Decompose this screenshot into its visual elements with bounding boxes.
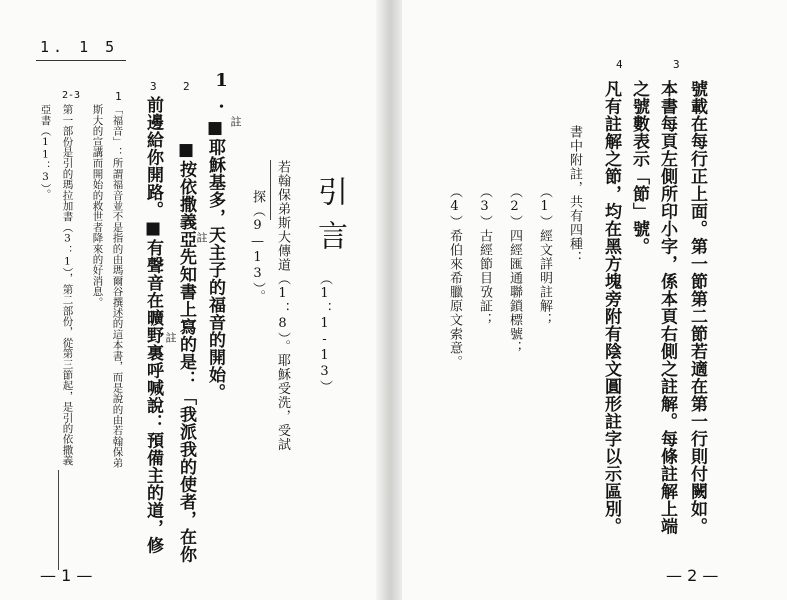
note-type-4: （4）希伯來希臘原文索意。 bbox=[447, 185, 462, 369]
verse-3: 前邊給你開路。■有聲音在曠野裏呼喊說：預備主的道，修 bbox=[143, 96, 163, 554]
notes-intro: 書中附註，共有四種： bbox=[567, 125, 582, 265]
annotation-marker: 註 bbox=[164, 332, 177, 343]
page-number: — 2 — bbox=[666, 566, 719, 585]
footnote-number: 1 bbox=[115, 90, 122, 103]
page-number: — 1 — bbox=[40, 566, 93, 585]
verse-2: ■按依撒義亞先知書上寫的是：「我派我的使者，在你 bbox=[176, 140, 196, 563]
footnote-1-line-1: 「福音」：所謂福音並不是指的由瑪爾谷撰述的這本書，而是說的由若翰保弟 bbox=[111, 104, 124, 468]
annotation-marker: 註 bbox=[195, 232, 208, 243]
footnote-2-line-1: 第一部份是引的瑪拉加書（3：1），第二部份，從第三節起，是引的依撒義 bbox=[61, 104, 74, 466]
section-title: 引言 bbox=[312, 176, 347, 264]
verse-1: ■耶穌基多，天主子的福音的開始。 bbox=[205, 118, 225, 401]
summary-line-2: 探（9—13）。 bbox=[250, 190, 265, 304]
footnote-1-line-2: 斯大的宣講而開始的救世者降來的好消息。 bbox=[91, 104, 104, 308]
section-number: 1. bbox=[211, 70, 232, 113]
verse-number: 2 bbox=[183, 80, 190, 93]
column-number: 3 bbox=[673, 58, 680, 71]
footnote-2-line-2: 亞書（11：3）。 bbox=[39, 104, 52, 200]
column-number: 4 bbox=[616, 58, 623, 71]
footnote-number: 2-3 bbox=[62, 90, 81, 101]
summary-line-1: 若翰保弟斯大傳道（1：8）。耶穌受洗，受試 bbox=[275, 160, 290, 452]
note-type-2: （2）四經匯通聯鎖標號； bbox=[507, 185, 522, 355]
text-line-4: 凡有註解之節，均在黑方塊旁附有陰文圓形註字以示區別。 bbox=[601, 80, 621, 535]
footnote-sideline bbox=[58, 470, 59, 570]
summary-sideline bbox=[270, 160, 271, 220]
text-line-2: 本書每頁左側所印小字，係本頁右側之註解。每條註解上端 bbox=[657, 80, 677, 535]
text-line-1: 號載在每行正上面。第一節第二節若適在第一行則付闕如。 bbox=[687, 80, 707, 535]
annotation-marker: 註 bbox=[229, 116, 242, 127]
section-title-ref: （1：1-13） bbox=[317, 272, 332, 394]
page-header: 1. 1 5 bbox=[40, 38, 119, 56]
header-rule bbox=[36, 60, 126, 61]
left-page bbox=[0, 0, 388, 600]
right-page bbox=[388, 0, 787, 600]
verse-number: 3 bbox=[150, 80, 157, 93]
note-type-1: （1）經文詳明註解； bbox=[537, 185, 552, 327]
text-line-3: 之號數表示「節」號。 bbox=[629, 80, 649, 255]
note-type-3: （3）古經節目攷証； bbox=[477, 185, 492, 327]
